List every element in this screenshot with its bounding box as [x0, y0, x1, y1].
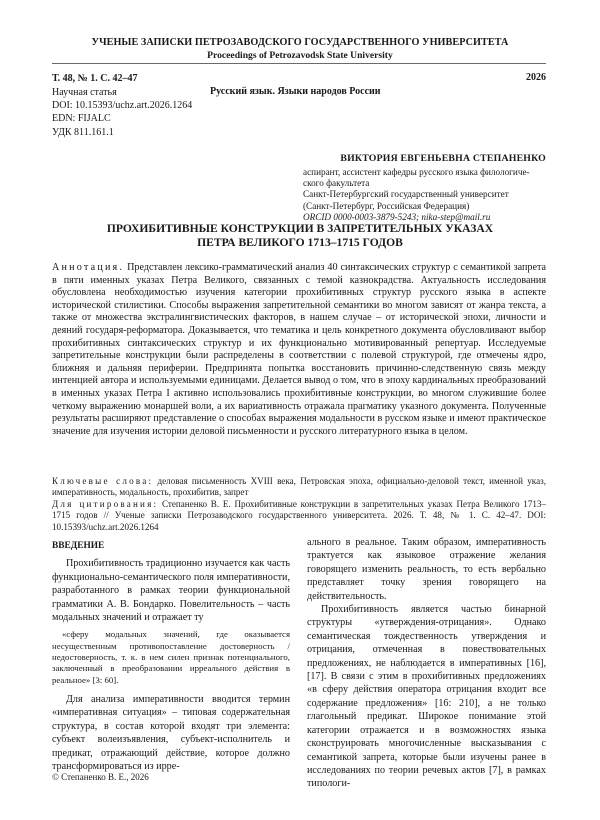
author-position-1: аспирант, ассистент кафедры русского языка филологиче-: [303, 167, 530, 177]
article-title-line-2: ПЕТРА ВЕЛИКОГО 1713–1715 ГОДОВ: [197, 235, 403, 249]
article-type: Научная статья: [52, 87, 117, 98]
article-title-line-1: ПРОХИБИТИВНЫЕ КОНСТРУКЦИИ В ЗАПРЕТИТЕЛЬНЫХ УКАЗАХ: [106, 222, 494, 235]
section-heading-intro: ВВЕДЕНИЕ: [52, 541, 105, 551]
publication-year: 2026: [526, 72, 546, 83]
article-title: [50, 222, 550, 249]
citation-text: Степаненко В. Е. Прохибитивные конструкции в запретительных указах Петра Великого 1713–1715 годов // Ученые записки Петрозаводского государственного университета. 2026. Т. 48, № 1. С. 42–47. DOI: 10.15393/uchz.art.2026.1264: [52, 499, 547, 532]
paragraph: Прохибитивность является частью бинарной структуры «утверждения-отрицания». Однако семантическая тождественность утверждения и отрицания, отмеченная в повествовательных предложениях, не наблюдается в императивных [16], [17]. В связи с этим в прохибитивных предложениях «в сферу действия оператора отрицания входит все содержание предложения» [16: 210], а не только глагольный предикат. Широкое понимание этой категории отражается и в возможностях языка сконструировать многочисленные высказывания с семантикой запрета, которые были изучены ранее в исследованиях по теории речевых актов [7], в рамках типологи-: [307, 604, 546, 790]
article-meta: [52, 86, 192, 139]
journal-section: Русский язык. Языки народов России: [210, 86, 381, 97]
journal-title: УЧЕНЫЕ ЗАПИСКИ ПЕТРОЗАВОДСКОГО ГОСУДАРСТВЕННОГО УНИВЕРСИТЕТА: [91, 37, 509, 48]
author-name: ВИКТОРИЯ ЕВГЕНЬЕВНА СТЕПАНЕНКО: [340, 153, 546, 164]
body-column-left: [52, 540, 290, 773]
doi: DOI: 10.15393/uchz.art.2026.1264: [52, 100, 193, 112]
volume-pages: Т. 48, № 1. С. 42–47: [52, 73, 138, 84]
copyright: © Степаненко В. Е., 2026: [52, 772, 149, 782]
keywords-text: деловая письменность XVIII века, Петровская эпоха, официально-деловой текст, именной указ, императивность, модальность, прохибитив, запрет: [52, 476, 546, 498]
paragraph: Для анализа императивности вводится термин «императивная ситуация» – типовая содержательная структура, в состав которой входят три элемента: субъект волеизъявления, субъект-исполнитель и предикат, отражающий действие, которое должно трансформироваться из ирре-: [52, 693, 290, 772]
block-quote: «сферу модальных значений, где оказывается несущественным противопоставление достоверность / недостоверность, т. к. в нем силен признак потенциального, заключенный в преобразовании ирреального действия в реальное» [3: 60].: [52, 629, 290, 685]
edn: EDN: FIJALC: [52, 113, 111, 125]
author-affiliation: [303, 167, 549, 223]
header-divider: [52, 63, 546, 64]
udk: УДК 811.161.1: [52, 126, 114, 138]
paragraph: Прохибитивность традиционно изучается как часть функционально-семантического поля императивности, разработанного в рамках теории функциональной грамматики А. В. Бондарко. Повелительность – часть модальных значений и отражает ту: [52, 558, 290, 624]
body-column-right: [307, 536, 546, 791]
keywords-label: Ключевые слова:: [52, 476, 154, 486]
abstract-text: Представлен лексико-грамматический анализ 40 синтаксических структур с семантикой запрета в пяти именных указах Петра Великого, связанных с темой казнокрадства. Актуальность исследования обусловлена необходимостью изучения категории прохибитивных структур русского языка в аспекте исторической стилистики. Способы выражения запретительной семантики во многом зависят от жанра текста, а также от множества экстралингвистических факторов, в нашем случае – от исторической эпохи, личности и деяний государя-реформатора. Доказывается, что тематика и цель конкретного документа обусловливают выбор прохибитивных синтаксических структур и их функционально мотивированный репертуар. Исследуемые запретительные конструкции были распределены в соответствии с полевой структурой, где отмечены ядро, ближняя и дальняя периферии. Предпринята попытка восстановить причинно-следственную связь между интенцией автора и используемыми единицами. Делается вывод о том, что в эпоху кардинальных преобразований в именных указах Петра I активно использовались прохибитивные конструкции, во многом служившие более четкому выражению монаршей воли, а их вариативность отражала прагматику указного документа. Полученные результаты расширяют представление о способах выражения модальности в русском языке и имеют практическое значение для изучения истории деловой письменности и русского литературного языка в целом.: [52, 262, 547, 437]
paragraph: ального в реальное. Таким образом, императивность трактуется как языковое отражение желания говорящего изменить реальность, то есть вербально представляет точку зрения говорящего на действительность.: [307, 537, 546, 602]
keywords: [52, 476, 546, 499]
author-contacts: ORCID 0000-0003-3879-5243; nika-step@mail.ru: [303, 211, 491, 222]
author-position-2: ского факультета: [303, 178, 370, 189]
citation: [52, 499, 546, 533]
author-location: (Санкт-Петербург, Российская Федерация): [303, 200, 470, 211]
journal-subtitle: Proceedings of Petrozavodsk State University: [207, 50, 393, 61]
abstract: [52, 262, 546, 438]
abstract-label: Аннотация.: [52, 262, 125, 273]
citation-label: Для цитирования:: [52, 499, 159, 509]
author-university: Санкт-Петербургский государственный университет: [303, 189, 509, 200]
